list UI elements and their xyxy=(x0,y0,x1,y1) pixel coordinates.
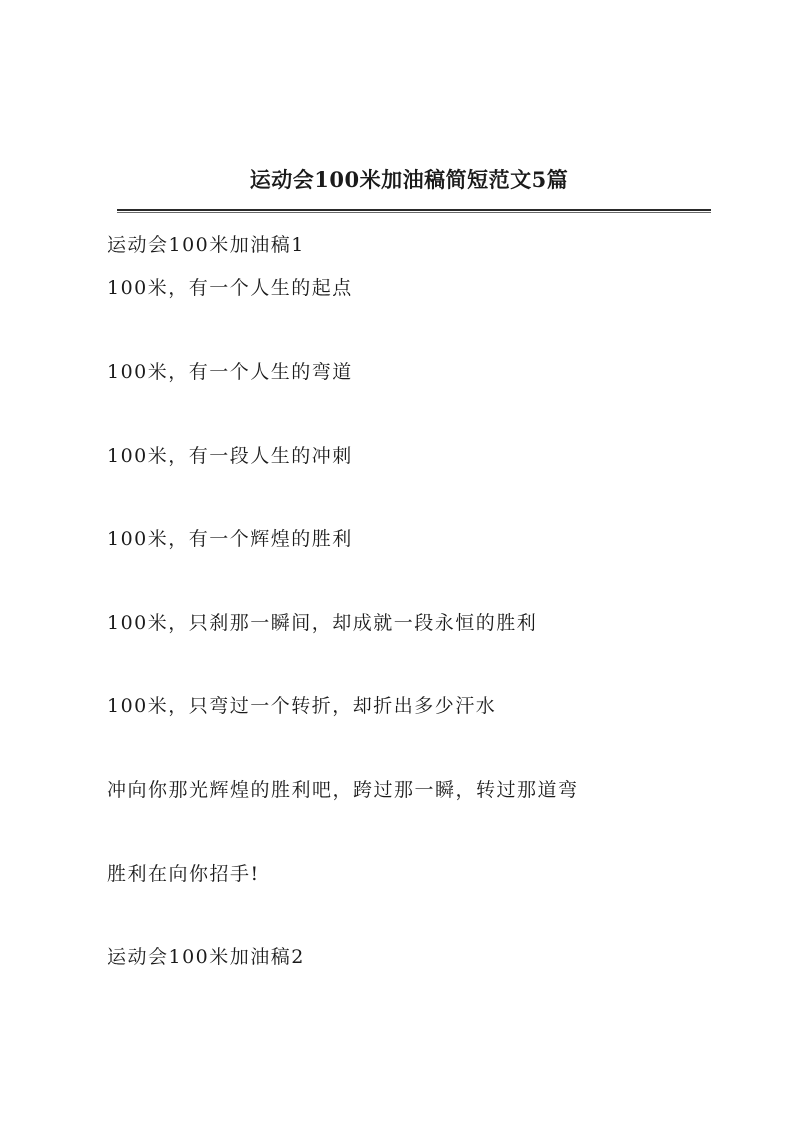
section-heading-2: 运动会100米加油稿2 xyxy=(107,946,305,968)
paragraph-line: 100米，只弯过一个转折，却折出多少汗水 xyxy=(107,695,497,717)
paragraph-line: 胜利在向你招手! xyxy=(107,863,260,885)
title-divider xyxy=(117,209,711,213)
section-heading-1: 运动会100米加油稿1 xyxy=(107,234,305,256)
paragraph-line: 100米，有一段人生的冲刺 xyxy=(107,445,353,467)
paragraph-line: 100米，有一个人生的起点 xyxy=(107,277,353,299)
paragraph-line: 100米，有一个辉煌的胜利 xyxy=(107,528,353,550)
document-title: 运动会100米加油稿简短范文5篇 xyxy=(249,167,569,192)
paragraph-line: 100米，有一个人生的弯道 xyxy=(107,361,353,383)
paragraph-line: 100米，只刹那一瞬间，却成就一段永恒的胜利 xyxy=(107,612,538,634)
paragraph-line: 冲向你那光辉煌的胜利吧，跨过那一瞬，转过那道弯 xyxy=(107,779,579,801)
